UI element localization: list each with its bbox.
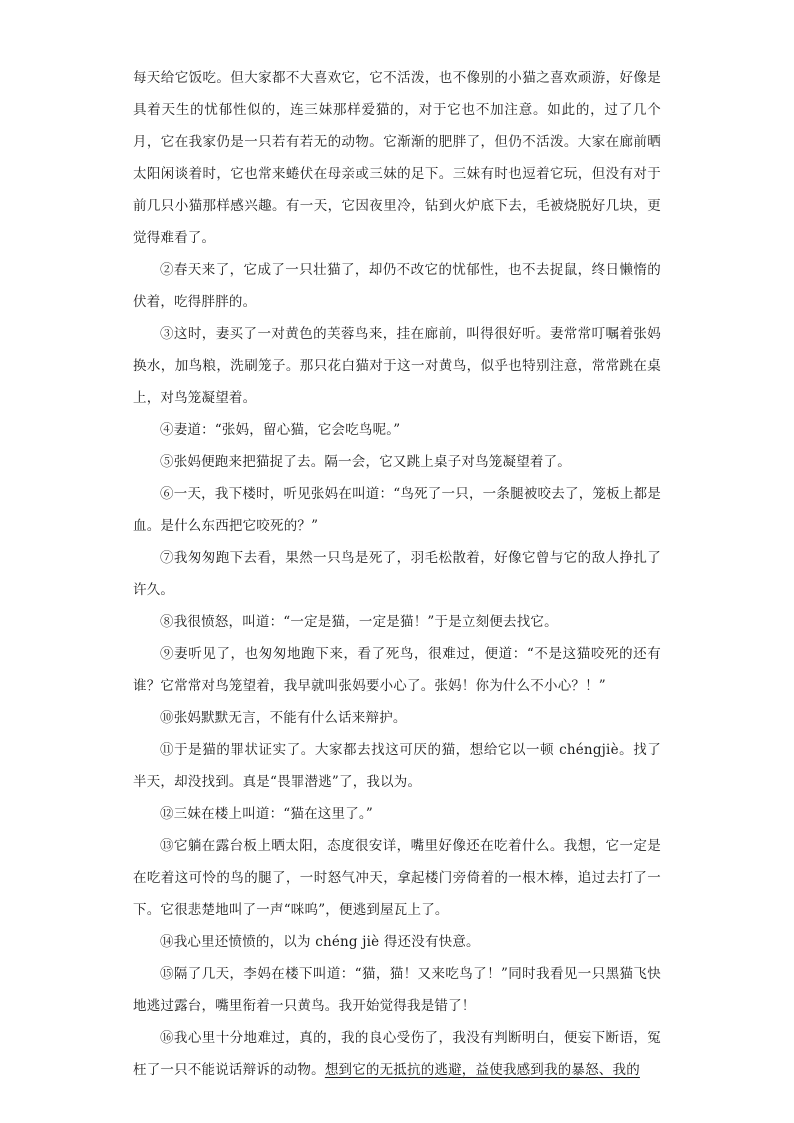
underlined-sentence: 想到它的无抵抗的逃避，益使我感到我的暴怒、我的 — [324, 1062, 640, 1078]
paragraph-1-continuation: 每天给它饭吃。但大家都不大喜欢它，它不活泼，也不像别的小猫之喜欢顽游，好像是具着天生的忧郁性似的，连三妹那样爱猫的，对于它也不加注意。如此的，过了几个月，它在我家仍是一只若有若无的动物。它渐渐的肥胖了，但仍不活泼。大家在廊前晒太阳闲谈着时，它也常来蜷伏在母亲或三妹的足下。三妹有时也逗着它玩，但没有对于前几只小猫那样感兴趣。有一天，它因夜里冷，钻到火炉底下去，毛被烧脱好几块，更觉得难看了。 — [133, 70, 661, 246]
paragraph-7: ⑦我匆匆跑下去看，果然一只鸟是死了，羽毛松散着，好像它曾与它的敌人挣扎了许久。 — [133, 550, 661, 598]
paragraph-12: ⑫三妹在楼上叫道：“猫在这里了。” — [160, 806, 373, 822]
paragraph-16 — [133, 1022, 661, 1086]
paragraph-3: ③这时，妻买了一对黄色的芙蓉鸟来，挂在廊前，叫得很好听。妻常常叮嘱着张妈换水，加鸟粮，洗刷笼子。那只花白猫对于这一对黄鸟，似乎也特别注意，常常跳在桌上，对鸟笼凝望着。 — [133, 326, 661, 406]
paragraph-8: ⑧我很愤怒，叫道：“一定是猫，一定是猫！”于是立刻便去找它。 — [160, 614, 558, 630]
paragraph-6: ⑥一天，我下楼时，听见张妈在叫道：“鸟死了一只，一条腿被咬去了，笼板上都是血。是什么东西把它咬死的？” — [133, 486, 661, 534]
paragraph-15: ⑮隔了几天，李妈在楼下叫道：“猫，猫！又来吃鸟了！”同时我看见一只黑猫飞快地逃过露台，嘴里衔着一只黄鸟。我开始觉得我是错了！ — [133, 966, 661, 1014]
paragraph-9: ⑨妻听见了，也匆匆地跑下来，看了死鸟，很难过，便道：“不是这猫咬死的还有谁？它常常对鸟笼望着，我早就叫张妈要小心了。张妈！你为什么不小心？！” — [133, 646, 661, 694]
paragraph-11: ⑪于是猫的罪状证实了。大家都去找这可厌的猫，想给它以一顿 chéngjiè。找了半天，却没找到。真是“畏罪潜逃”了，我以为。 — [133, 742, 661, 790]
paragraph-2: ②春天来了，它成了一只壮猫了，却仍不改它的忧郁性，也不去捉鼠，终日懒惰的伏着，吃得胖胖的。 — [133, 262, 661, 310]
paragraph-10: ⑩张妈默默无言，不能有什么话来辩护。 — [160, 710, 407, 726]
article-body — [133, 62, 661, 1086]
paragraph-14: ⑭我心里还愤愤的，以为 chéng jiè 得还没有快意。 — [160, 934, 480, 950]
paragraph-13: ⑬它躺在露台板上晒太阳，态度很安详，嘴里好像还在吃着什么。我想，它一定是在吃着这可怜的鸟的腿了，一时怒气冲天，拿起楼门旁倚着的一根木棒，追过去打了一下。它很悲楚地叫了一声“咪呜”，便逃到屋瓦上了。 — [133, 838, 661, 918]
paragraph-5: ⑤张妈便跑来把猫捉了去。隔一会，它又跳上桌子对鸟笼凝望着了。 — [160, 454, 571, 470]
paragraph-16-text: ⑯我心里十分地难过，真的，我的良心受伤了，我没有判断明白，便妄下断语，冤枉了一只不能说话辩诉的动物。 — [133, 1030, 661, 1078]
paragraph-4: ④妻道：“张妈，留心猫，它会吃鸟呢。” — [160, 422, 401, 438]
